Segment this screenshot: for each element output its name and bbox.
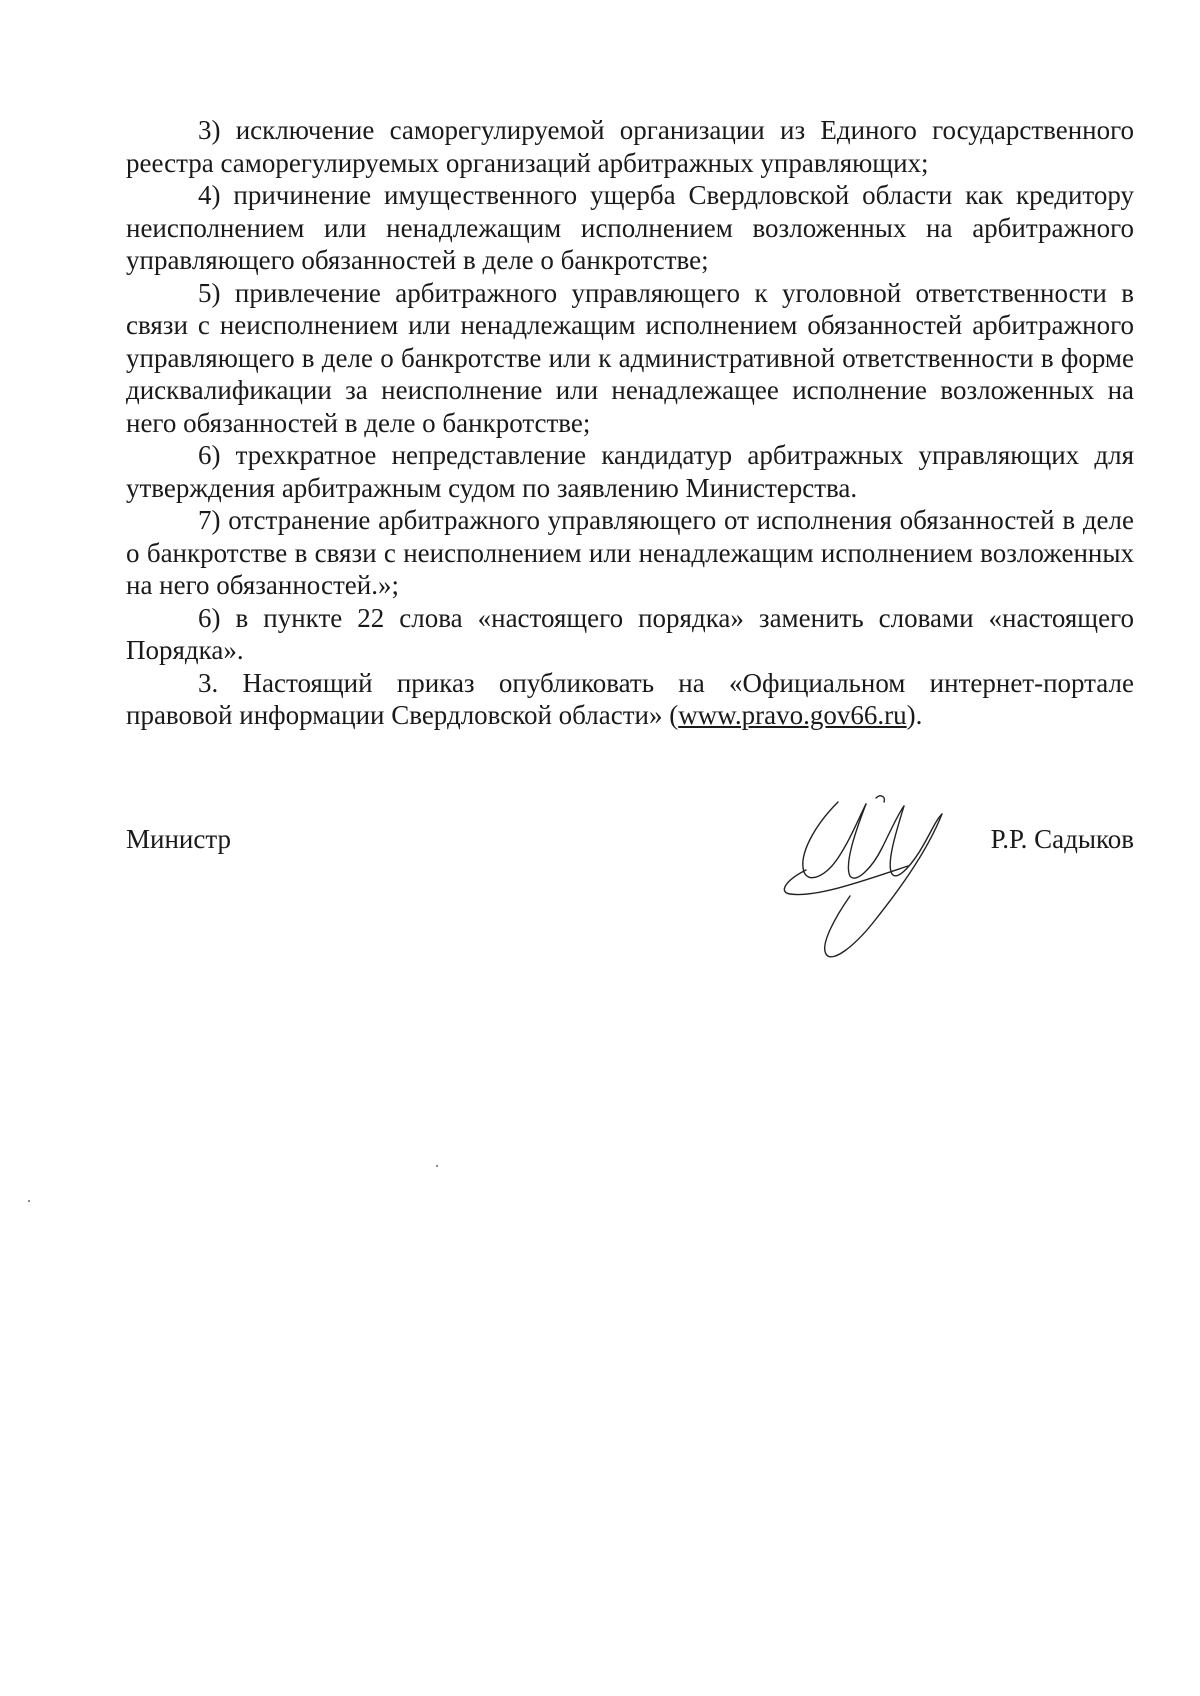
scan-artifact <box>436 1165 438 1167</box>
list-item-4: 4) причинение имущественного ущерба Свердловской области как кредитору неисполнением или ненадлежащим исполнением возложенных на арбитражного управляющего обязанностей в деле о банкротстве; <box>126 180 1134 275</box>
list-item-6: 6) трехкратное непредставление кандидатур арбитражных управляющих для утверждения арбитражным судом по заявлению Министерства. <box>126 440 1134 503</box>
signatory-name: Р.Р. Садыков <box>990 824 1134 854</box>
list-item-7: 7) отстранение арбитражного управляющего от исполнения обязанностей в деле о банкротстве в связи с неисполнением или ненадлежащим исполнением возложенных на него обязанностей.»; <box>126 505 1134 600</box>
publication-text-after: ). <box>906 700 923 730</box>
publication-paragraph <box>126 667 1134 732</box>
signatory-title: Министр <box>126 824 231 854</box>
list-item-5: 5) привлечение арбитражного управляющего к уголовной ответственности в связи с неисполнением или ненадлежащим исполнением обязанностей арбитражного управляющего в деле о банкротстве или к административной ответственности в форме дисквалификации за неисполнение или ненадлежащее исполнение возложенных на него обязанностей в деле о банкротстве; <box>126 277 1134 438</box>
portal-link[interactable]: www.pravo.gov66.ru <box>678 700 907 730</box>
publication-text-before: 3. Настоящий приказ опубликовать на «Официальном интернет-портале правовой информации Свердловской области» ( <box>126 667 1134 730</box>
signature-block <box>126 816 1134 976</box>
list-item-3: 3) исключение саморегулируемой организации из Единого государственного реестра саморегулируемых организаций арбитражных управляющих; <box>126 115 1134 178</box>
document-body <box>126 114 1134 732</box>
handwritten-signature <box>746 784 1016 974</box>
scan-artifact <box>28 1200 30 1202</box>
amendment-item-6: 6) в пункте 22 слова «настоящего порядка» заменить словами «настоящего Порядка». <box>126 602 1134 665</box>
